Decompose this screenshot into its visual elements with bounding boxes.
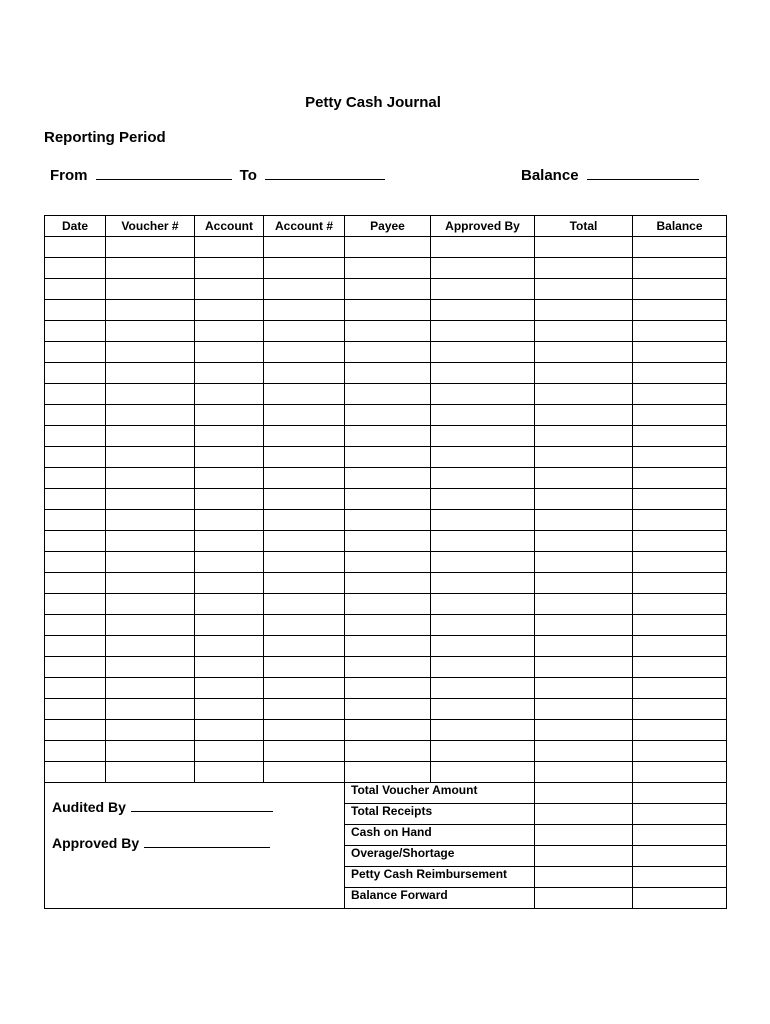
cell-account[interactable] [195, 741, 264, 762]
cell-voucher[interactable] [106, 405, 195, 426]
to-date-field[interactable] [265, 165, 385, 180]
cell-total[interactable] [535, 405, 633, 426]
cell-date[interactable] [45, 657, 106, 678]
cell-balance[interactable] [633, 762, 727, 783]
cell-account[interactable] [195, 321, 264, 342]
summary-balance-cell[interactable] [633, 804, 727, 825]
summary-row [45, 783, 727, 804]
summary-balance-cell[interactable] [633, 867, 727, 888]
approved-by [52, 833, 270, 851]
cell-account[interactable] [195, 594, 264, 615]
cell-date[interactable] [45, 342, 106, 363]
audited-by [52, 797, 273, 815]
cell-balance[interactable] [633, 237, 727, 258]
cell-balance[interactable] [633, 279, 727, 300]
cell-date[interactable] [45, 720, 106, 741]
cell-balance[interactable] [633, 741, 727, 762]
cell-account-number[interactable] [264, 720, 345, 741]
cell-account-number[interactable] [264, 699, 345, 720]
cell-balance[interactable] [633, 489, 727, 510]
cell-voucher[interactable] [106, 615, 195, 636]
cell-date[interactable] [45, 258, 106, 279]
cell-approved-by[interactable] [431, 720, 535, 741]
cell-account-number[interactable] [264, 531, 345, 552]
cell-voucher[interactable] [106, 279, 195, 300]
cell-balance[interactable] [633, 531, 727, 552]
cell-date[interactable] [45, 468, 106, 489]
summary-label-total-receipts: Total Receipts [345, 804, 535, 825]
cell-approved-by[interactable] [431, 762, 535, 783]
cell-account-number[interactable] [264, 321, 345, 342]
cell-total[interactable] [535, 531, 633, 552]
cell-total[interactable] [535, 426, 633, 447]
cell-balance[interactable] [633, 720, 727, 741]
cell-total[interactable] [535, 447, 633, 468]
cell-account[interactable] [195, 342, 264, 363]
summary-total-cell[interactable] [535, 825, 633, 846]
table-row [45, 468, 727, 489]
cell-total[interactable] [535, 741, 633, 762]
cell-balance[interactable] [633, 552, 727, 573]
journal-table [44, 215, 727, 909]
cell-payee[interactable] [345, 447, 431, 468]
cell-account[interactable] [195, 552, 264, 573]
cell-date[interactable] [45, 426, 106, 447]
table-row [45, 321, 727, 342]
cell-payee[interactable] [345, 510, 431, 531]
cell-payee[interactable] [345, 531, 431, 552]
cell-approved-by[interactable] [431, 489, 535, 510]
balance-label: Balance [521, 167, 579, 184]
cell-balance[interactable] [633, 300, 727, 321]
cell-account-number[interactable] [264, 342, 345, 363]
cell-voucher[interactable] [106, 657, 195, 678]
table-row [45, 363, 727, 384]
cell-payee[interactable] [345, 321, 431, 342]
cell-account-number[interactable] [264, 573, 345, 594]
cell-account[interactable] [195, 258, 264, 279]
cell-date[interactable] [45, 615, 106, 636]
cell-date[interactable] [45, 678, 106, 699]
cell-voucher[interactable] [106, 363, 195, 384]
cell-total[interactable] [535, 510, 633, 531]
cell-payee[interactable] [345, 342, 431, 363]
cell-account[interactable] [195, 384, 264, 405]
cell-voucher[interactable] [106, 552, 195, 573]
summary-total-cell[interactable] [535, 804, 633, 825]
cell-date[interactable] [45, 699, 106, 720]
reporting-period-label: Reporting Period [44, 129, 166, 146]
cell-payee[interactable] [345, 300, 431, 321]
cell-approved-by[interactable] [431, 531, 535, 552]
cell-date[interactable] [45, 447, 106, 468]
cell-date[interactable] [45, 552, 106, 573]
cell-account-number[interactable] [264, 258, 345, 279]
to-label: To [239, 167, 257, 184]
cell-payee[interactable] [345, 279, 431, 300]
cell-approved-by[interactable] [431, 384, 535, 405]
cell-total[interactable] [535, 699, 633, 720]
summary-balance-cell[interactable] [633, 783, 727, 804]
cell-approved-by[interactable] [431, 636, 535, 657]
cell-total[interactable] [535, 489, 633, 510]
cell-account-number[interactable] [264, 489, 345, 510]
cell-date[interactable] [45, 384, 106, 405]
cell-payee[interactable] [345, 552, 431, 573]
cell-balance[interactable] [633, 405, 727, 426]
cell-approved-by[interactable] [431, 405, 535, 426]
cell-date[interactable] [45, 405, 106, 426]
opening-balance [521, 165, 699, 184]
cell-payee[interactable] [345, 363, 431, 384]
audited-by-label: Audited By [52, 799, 126, 815]
page-title: Petty Cash Journal [305, 94, 441, 111]
cell-total[interactable] [535, 762, 633, 783]
cell-account-number[interactable] [264, 447, 345, 468]
cell-date[interactable] [45, 573, 106, 594]
cell-account[interactable] [195, 447, 264, 468]
cell-balance[interactable] [633, 657, 727, 678]
cell-total[interactable] [535, 615, 633, 636]
cell-total[interactable] [535, 279, 633, 300]
table-row [45, 552, 727, 573]
table-row [45, 258, 727, 279]
cell-total[interactable] [535, 720, 633, 741]
column-header-date: Date [45, 216, 106, 237]
cell-voucher[interactable] [106, 594, 195, 615]
cell-voucher[interactable] [106, 573, 195, 594]
table-row [45, 741, 727, 762]
cell-payee[interactable] [345, 636, 431, 657]
table-row [45, 237, 727, 258]
approved-by-field[interactable] [144, 833, 270, 848]
cell-payee[interactable] [345, 573, 431, 594]
cell-approved-by[interactable] [431, 300, 535, 321]
cell-date[interactable] [45, 363, 106, 384]
cell-account[interactable] [195, 699, 264, 720]
cell-voucher[interactable] [106, 384, 195, 405]
from-date-field[interactable] [96, 165, 232, 180]
cell-voucher[interactable] [106, 237, 195, 258]
cell-voucher[interactable] [106, 258, 195, 279]
cell-account-number[interactable] [264, 657, 345, 678]
cell-balance[interactable] [633, 363, 727, 384]
summary-label-total-voucher-amount: Total Voucher Amount [345, 783, 535, 804]
cell-total[interactable] [535, 384, 633, 405]
cell-payee[interactable] [345, 594, 431, 615]
cell-account-number[interactable] [264, 741, 345, 762]
column-header-account: Account [195, 216, 264, 237]
summary-total-cell[interactable] [535, 783, 633, 804]
cell-approved-by[interactable] [431, 321, 535, 342]
cell-approved-by[interactable] [431, 342, 535, 363]
table-row [45, 384, 727, 405]
table-row [45, 720, 727, 741]
audited-by-field[interactable] [131, 797, 273, 812]
cell-approved-by[interactable] [431, 426, 535, 447]
cell-account-number[interactable] [264, 636, 345, 657]
cell-voucher[interactable] [106, 300, 195, 321]
table-row [45, 510, 727, 531]
cell-approved-by[interactable] [431, 741, 535, 762]
cell-voucher[interactable] [106, 678, 195, 699]
cell-account-number[interactable] [264, 237, 345, 258]
cell-voucher[interactable] [106, 342, 195, 363]
cell-approved-by[interactable] [431, 258, 535, 279]
cell-approved-by[interactable] [431, 279, 535, 300]
cell-payee[interactable] [345, 237, 431, 258]
cell-balance[interactable] [633, 447, 727, 468]
cell-account-number[interactable] [264, 552, 345, 573]
period-range [50, 165, 385, 184]
cell-payee[interactable] [345, 615, 431, 636]
cell-balance[interactable] [633, 342, 727, 363]
cell-account[interactable] [195, 489, 264, 510]
cell-total[interactable] [535, 300, 633, 321]
summary-total-cell[interactable] [535, 888, 633, 909]
cell-total[interactable] [535, 636, 633, 657]
table-row [45, 447, 727, 468]
cell-voucher[interactable] [106, 447, 195, 468]
table-row [45, 405, 727, 426]
cell-account[interactable] [195, 636, 264, 657]
table-row [45, 531, 727, 552]
cell-payee[interactable] [345, 468, 431, 489]
cell-account[interactable] [195, 762, 264, 783]
cell-payee[interactable] [345, 720, 431, 741]
cell-account-number[interactable] [264, 678, 345, 699]
cell-voucher[interactable] [106, 636, 195, 657]
cell-voucher[interactable] [106, 699, 195, 720]
cell-total[interactable] [535, 363, 633, 384]
cell-payee[interactable] [345, 741, 431, 762]
table-row [45, 342, 727, 363]
cell-balance[interactable] [633, 699, 727, 720]
cell-balance[interactable] [633, 594, 727, 615]
cell-approved-by[interactable] [431, 615, 535, 636]
cell-account[interactable] [195, 678, 264, 699]
cell-date[interactable] [45, 279, 106, 300]
cell-total[interactable] [535, 468, 633, 489]
cell-payee[interactable] [345, 405, 431, 426]
cell-voucher[interactable] [106, 720, 195, 741]
table-row [45, 636, 727, 657]
cell-balance[interactable] [633, 636, 727, 657]
cell-account-number[interactable] [264, 594, 345, 615]
cell-payee[interactable] [345, 426, 431, 447]
table-row [45, 426, 727, 447]
summary-total-cell[interactable] [535, 867, 633, 888]
cell-total[interactable] [535, 258, 633, 279]
cell-balance[interactable] [633, 384, 727, 405]
cell-account[interactable] [195, 531, 264, 552]
cell-voucher[interactable] [106, 762, 195, 783]
cell-account[interactable] [195, 720, 264, 741]
cell-total[interactable] [535, 657, 633, 678]
cell-account-number[interactable] [264, 363, 345, 384]
cell-date[interactable] [45, 237, 106, 258]
cell-total[interactable] [535, 237, 633, 258]
cell-balance[interactable] [633, 426, 727, 447]
cell-account-number[interactable] [264, 468, 345, 489]
cell-account[interactable] [195, 363, 264, 384]
cell-approved-by[interactable] [431, 237, 535, 258]
cell-account[interactable] [195, 657, 264, 678]
cell-total[interactable] [535, 678, 633, 699]
cell-account[interactable] [195, 510, 264, 531]
cell-account[interactable] [195, 237, 264, 258]
summary-balance-cell[interactable] [633, 846, 727, 867]
table-row [45, 615, 727, 636]
cell-approved-by[interactable] [431, 363, 535, 384]
cell-total[interactable] [535, 573, 633, 594]
cell-account-number[interactable] [264, 426, 345, 447]
cell-account[interactable] [195, 300, 264, 321]
cell-account-number[interactable] [264, 405, 345, 426]
table-row [45, 678, 727, 699]
cell-approved-by[interactable] [431, 594, 535, 615]
cell-account[interactable] [195, 426, 264, 447]
cell-account[interactable] [195, 468, 264, 489]
cell-payee[interactable] [345, 384, 431, 405]
table-row [45, 699, 727, 720]
table-row [45, 762, 727, 783]
table-row [45, 300, 727, 321]
summary-label-balance-forward: Balance Forward [345, 888, 535, 909]
cell-payee[interactable] [345, 678, 431, 699]
cell-voucher[interactable] [106, 426, 195, 447]
table-row [45, 594, 727, 615]
cell-date[interactable] [45, 300, 106, 321]
cell-date[interactable] [45, 510, 106, 531]
cell-total[interactable] [535, 321, 633, 342]
cell-voucher[interactable] [106, 741, 195, 762]
summary-label-overage-shortage: Overage/Shortage [345, 846, 535, 867]
cell-account-number[interactable] [264, 510, 345, 531]
cell-account[interactable] [195, 615, 264, 636]
cell-date[interactable] [45, 594, 106, 615]
cell-balance[interactable] [633, 510, 727, 531]
cell-balance[interactable] [633, 678, 727, 699]
cell-approved-by[interactable] [431, 468, 535, 489]
cell-payee[interactable] [345, 489, 431, 510]
cell-date[interactable] [45, 762, 106, 783]
column-header-voucher: Voucher # [106, 216, 195, 237]
cell-approved-by[interactable] [431, 657, 535, 678]
cell-account[interactable] [195, 279, 264, 300]
cell-balance[interactable] [633, 468, 727, 489]
cell-approved-by[interactable] [431, 552, 535, 573]
cell-balance[interactable] [633, 615, 727, 636]
cell-account-number[interactable] [264, 300, 345, 321]
table-row [45, 657, 727, 678]
cell-account-number[interactable] [264, 615, 345, 636]
cell-payee[interactable] [345, 699, 431, 720]
column-header-approved-by: Approved By [431, 216, 535, 237]
cell-balance[interactable] [633, 573, 727, 594]
cell-approved-by[interactable] [431, 510, 535, 531]
column-header-total: Total [535, 216, 633, 237]
cell-account-number[interactable] [264, 384, 345, 405]
column-header-payee: Payee [345, 216, 431, 237]
cell-voucher[interactable] [106, 321, 195, 342]
balance-field[interactable] [587, 165, 699, 180]
column-header-balance: Balance [633, 216, 727, 237]
cell-date[interactable] [45, 741, 106, 762]
column-header-account-number: Account # [264, 216, 345, 237]
signature-area [45, 783, 345, 909]
cell-total[interactable] [535, 342, 633, 363]
cell-date[interactable] [45, 636, 106, 657]
cell-approved-by[interactable] [431, 699, 535, 720]
cell-voucher[interactable] [106, 489, 195, 510]
cell-payee[interactable] [345, 657, 431, 678]
cell-voucher[interactable] [106, 531, 195, 552]
header-row [45, 216, 727, 237]
table-row [45, 573, 727, 594]
cell-account-number[interactable] [264, 762, 345, 783]
cell-total[interactable] [535, 594, 633, 615]
from-label: From [50, 167, 88, 184]
cell-balance[interactable] [633, 258, 727, 279]
summary-balance-cell[interactable] [633, 825, 727, 846]
cell-account[interactable] [195, 573, 264, 594]
cell-balance[interactable] [633, 321, 727, 342]
cell-payee[interactable] [345, 762, 431, 783]
table-row [45, 489, 727, 510]
cell-total[interactable] [535, 552, 633, 573]
summary-total-cell[interactable] [535, 846, 633, 867]
cell-voucher[interactable] [106, 468, 195, 489]
summary-label-cash-on-hand: Cash on Hand [345, 825, 535, 846]
cell-payee[interactable] [345, 258, 431, 279]
cell-account[interactable] [195, 405, 264, 426]
table-row [45, 279, 727, 300]
approved-by-label: Approved By [52, 835, 140, 851]
cell-approved-by[interactable] [431, 678, 535, 699]
cell-approved-by[interactable] [431, 573, 535, 594]
cell-date[interactable] [45, 321, 106, 342]
cell-date[interactable] [45, 531, 106, 552]
cell-date[interactable] [45, 489, 106, 510]
cell-account-number[interactable] [264, 279, 345, 300]
cell-approved-by[interactable] [431, 447, 535, 468]
summary-balance-cell[interactable] [633, 888, 727, 909]
summary-label-petty-cash-reimbursement: Petty Cash Reimbursement [345, 867, 535, 888]
cell-voucher[interactable] [106, 510, 195, 531]
